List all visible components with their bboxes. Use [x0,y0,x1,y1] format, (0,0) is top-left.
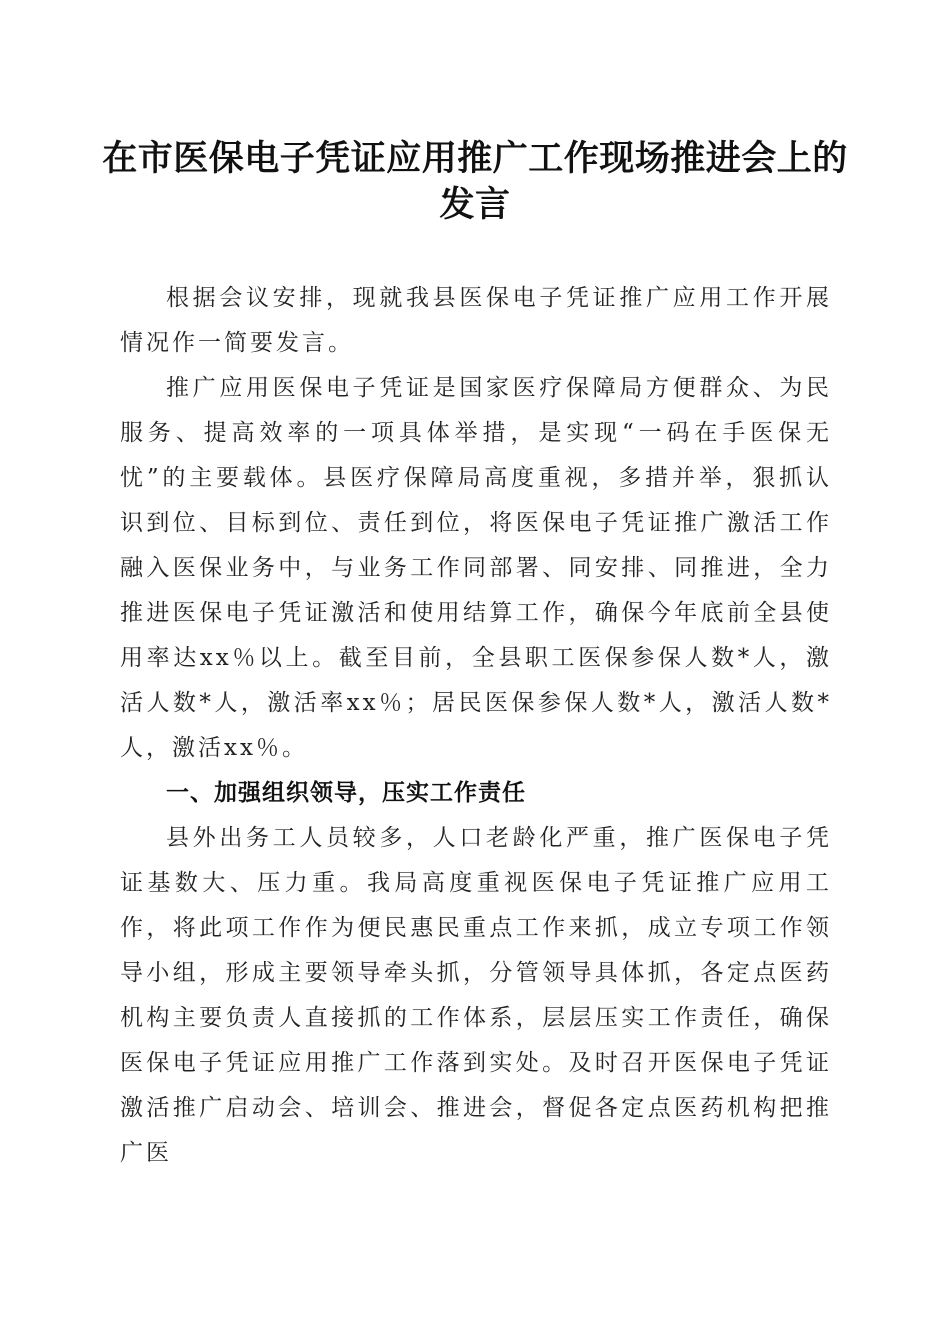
section-paragraph: 县外出务工人员较多，人口老龄化严重，推广医保电子凭证基数大、压力重。我局高度重视医保电子凭证推广应用工作，将此项工作作为便民惠民重点工作来抓，成立专项工作领导小组，形成主要领导牵头抓，分管领导具体抓，各定点医药机构主要负责人直接抓的工作体系，层层压实工作责任，确保医保电子凭证应用推广工作落到实处。及时召开医保电子凭证激活推广启动会、培训会、推进会，督促各定点医药机构把推广医 [120,825,832,1166]
section-heading: 一、加强组织领导，压实工作责任 [166,780,526,806]
intro-paragraph: 根据会议安排，现就我县医保电子凭证推广应用工作开展情况作一简要发言。 [120,285,832,356]
document-body [120,276,832,1176]
document-title: 在市医保电子凭证应用推广工作现场推进会上的发言 [102,138,848,225]
overview-paragraph: 推广应用医保电子凭证是国家医疗保障局方便群众、为民服务、提高效率的一项具体举措，是实现“一码在手医保无忧”的主要载体。县医疗保障局高度重视，多措并举，狠抓认识到位、目标到位、责任到位，将医保电子凭证推广激活工作融入医保业务中，与业务工作同部署、同安排、同推进，全力推进医保电子凭证激活和使用结算工作，确保今年底前全县使用率达xx％以上。截至目前，全县职工医保参保人数*人，激活人数*人，激活率xx％；居民医保参保人数*人，激活人数*人，激活xx％。 [120,375,832,761]
